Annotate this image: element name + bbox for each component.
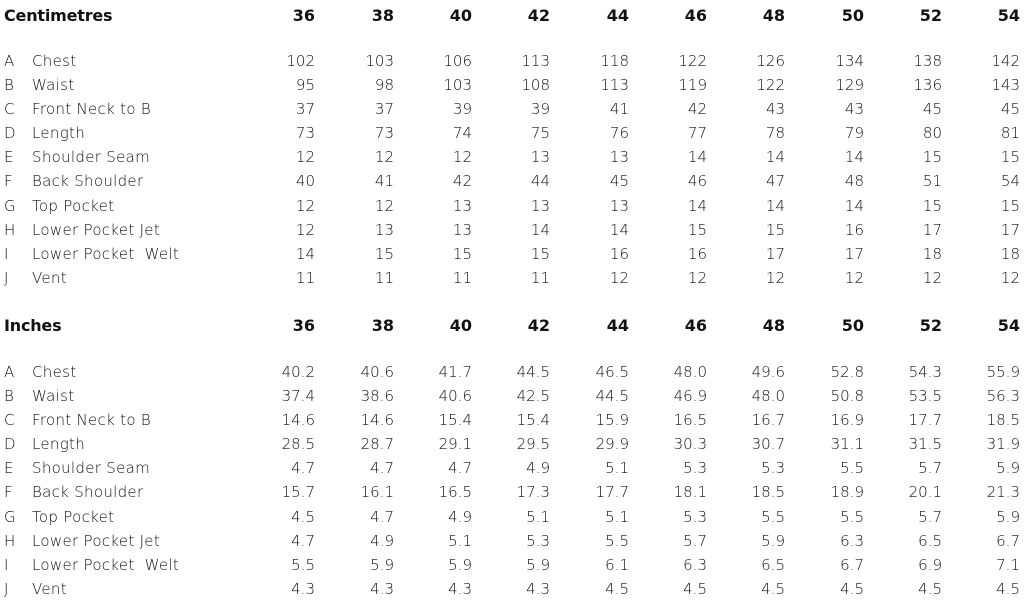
- table-cell: 29.9: [595, 435, 629, 454]
- table-cell: 134: [835, 52, 864, 70]
- row-label: Length: [32, 435, 86, 454]
- table-cell: 56.3: [986, 387, 1020, 406]
- table-cell: 11: [452, 268, 472, 287]
- table-cell: 13: [609, 196, 629, 215]
- size-header: 40: [449, 6, 472, 25]
- table-cell: 4.5: [683, 579, 707, 598]
- table-cell: 122: [678, 52, 707, 70]
- table-cell: 113: [600, 76, 629, 95]
- table-row: [0, 49, 1024, 73]
- row-letter: B: [4, 76, 14, 95]
- table-cell: 39: [452, 100, 472, 119]
- table-cell: 15: [765, 220, 785, 239]
- table-cell: 15: [922, 148, 942, 167]
- row-letter: D: [4, 124, 16, 143]
- table-cell: 14: [687, 196, 707, 215]
- row-label: Back Shoulder: [32, 483, 144, 502]
- table-cell: 50.8: [830, 387, 864, 406]
- row-letter: H: [4, 531, 16, 550]
- table-cell: 5.1: [448, 531, 472, 550]
- row-letter: G: [4, 507, 16, 526]
- table-cell: 45: [609, 172, 629, 191]
- table-cell: 11: [374, 268, 394, 287]
- table-cell: 80: [922, 124, 942, 143]
- table-cell: 48.0: [751, 387, 785, 406]
- size-header: 44: [606, 316, 629, 335]
- size-header: 50: [841, 316, 864, 335]
- table-cell: 37: [295, 100, 315, 119]
- table-cell: 6.7: [840, 555, 864, 574]
- table-cell: 98: [374, 76, 394, 95]
- table-cell: 122: [756, 76, 785, 95]
- table-cell: 14: [609, 220, 629, 239]
- table-cell: 103: [365, 52, 394, 70]
- table-cell: 15: [922, 196, 942, 215]
- table-row: [0, 456, 1024, 480]
- table-cell: 73: [374, 124, 394, 143]
- table-cell: 16.1: [360, 483, 394, 502]
- table-cell: 13: [609, 148, 629, 167]
- size-header: 46: [684, 316, 707, 335]
- table-cell: 15: [374, 244, 394, 263]
- table-cell: 11: [295, 268, 315, 287]
- size-header: 40: [449, 316, 472, 335]
- table-cell: 13: [530, 148, 550, 167]
- row-label: Top Pocket: [32, 196, 115, 215]
- table-cell: 17.7: [908, 411, 942, 430]
- table-cell: 16.7: [751, 411, 785, 430]
- table-cell: 43: [844, 100, 864, 119]
- table-cell: 40.2: [281, 363, 315, 381]
- table-cell: 14: [530, 220, 550, 239]
- table-cell: 12: [295, 196, 315, 215]
- table-cell: 5.1: [526, 507, 550, 526]
- table-cell: 4.5: [605, 579, 629, 598]
- table-cell: 29.5: [516, 435, 550, 454]
- table-cell: 18: [922, 244, 942, 263]
- table-cell: 46.9: [673, 387, 707, 406]
- row-label: Back Shoulder: [32, 172, 144, 191]
- table-cell: 12: [765, 268, 785, 287]
- table-cell: 4.5: [918, 579, 942, 598]
- table-cell: 4.5: [840, 579, 864, 598]
- table-cell: 5.3: [761, 459, 785, 478]
- table-cell: 13: [452, 220, 472, 239]
- centimetres-header-row: [0, 4, 1024, 28]
- row-letter: E: [4, 148, 14, 167]
- size-header: 38: [371, 316, 394, 335]
- table-cell: 12: [609, 268, 629, 287]
- table-row: [0, 553, 1024, 577]
- table-row: [0, 73, 1024, 97]
- table-cell: 6.3: [840, 531, 864, 550]
- size-header: 48: [762, 6, 785, 25]
- table-cell: 102: [286, 52, 315, 70]
- table-cell: 42: [687, 100, 707, 119]
- size-header: 44: [606, 6, 629, 25]
- table-cell: 6.5: [918, 531, 942, 550]
- table-cell: 15: [530, 244, 550, 263]
- table-cell: 55.9: [986, 363, 1020, 381]
- table-cell: 46.5: [595, 363, 629, 381]
- table-cell: 6.7: [996, 531, 1020, 550]
- row-letter: I: [4, 555, 9, 574]
- table-cell: 77: [687, 124, 707, 143]
- table-cell: 6.9: [918, 555, 942, 574]
- table-cell: 81: [1000, 124, 1020, 143]
- row-label: Lower Pocket Jet: [32, 531, 161, 550]
- row-label: Lower Pocket Jet: [32, 220, 161, 239]
- table-cell: 15: [687, 220, 707, 239]
- table-cell: 5.9: [448, 555, 472, 574]
- table-cell: 18.9: [830, 483, 864, 502]
- table-cell: 5.5: [605, 531, 629, 550]
- table-cell: 143: [991, 76, 1020, 95]
- table-cell: 118: [600, 52, 629, 70]
- row-letter: G: [4, 196, 16, 215]
- table-cell: 5.3: [683, 507, 707, 526]
- table-cell: 30.3: [673, 435, 707, 454]
- table-cell: 29.1: [438, 435, 472, 454]
- row-label: Top Pocket: [32, 507, 115, 526]
- row-letter: C: [4, 100, 15, 119]
- table-cell: 5.9: [526, 555, 550, 574]
- size-header: 54: [997, 6, 1020, 25]
- table-row: [0, 505, 1024, 529]
- row-letter: D: [4, 435, 16, 454]
- table-cell: 37: [374, 100, 394, 119]
- table-cell: 45: [922, 100, 942, 119]
- table-cell: 14: [687, 148, 707, 167]
- inches-header-row: [0, 314, 1024, 338]
- table-cell: 4.3: [370, 579, 394, 598]
- table-cell: 43: [765, 100, 785, 119]
- table-cell: 14: [844, 196, 864, 215]
- inches-title: Inches: [4, 316, 62, 335]
- size-header: 54: [997, 316, 1020, 335]
- table-cell: 15: [1000, 196, 1020, 215]
- table-cell: 5.9: [761, 531, 785, 550]
- table-cell: 78: [765, 124, 785, 143]
- table-cell: 14.6: [281, 411, 315, 430]
- table-cell: 28.5: [281, 435, 315, 454]
- table-cell: 103: [443, 76, 472, 95]
- table-cell: 49.6: [751, 363, 785, 381]
- table-cell: 31.1: [830, 435, 864, 454]
- table-row: [0, 408, 1024, 432]
- size-header: 36: [292, 316, 315, 335]
- table-cell: 42.5: [516, 387, 550, 406]
- row-label: Chest: [32, 52, 77, 70]
- centimetres-title: Centimetres: [4, 6, 113, 25]
- table-cell: 79: [844, 124, 864, 143]
- table-row: [0, 384, 1024, 408]
- table-cell: 4.5: [291, 507, 315, 526]
- table-cell: 5.7: [918, 507, 942, 526]
- table-cell: 16: [687, 244, 707, 263]
- table-cell: 17: [844, 244, 864, 263]
- row-letter: J: [4, 268, 9, 287]
- row-label: Vent: [32, 268, 67, 287]
- table-cell: 38.6: [360, 387, 394, 406]
- table-cell: 12: [295, 148, 315, 167]
- table-cell: 15.4: [516, 411, 550, 430]
- table-cell: 12: [295, 220, 315, 239]
- table-cell: 30.7: [751, 435, 785, 454]
- size-header: 38: [371, 6, 394, 25]
- row-letter: A: [4, 363, 15, 381]
- table-cell: 17: [1000, 220, 1020, 239]
- table-cell: 142: [991, 52, 1020, 70]
- table-cell: 126: [756, 52, 785, 70]
- table-cell: 17.7: [595, 483, 629, 502]
- table-cell: 4.9: [370, 531, 394, 550]
- table-cell: 5.7: [918, 459, 942, 478]
- table-cell: 16.9: [830, 411, 864, 430]
- table-cell: 17.3: [516, 483, 550, 502]
- table-row: [0, 97, 1024, 121]
- row-label: Length: [32, 124, 86, 143]
- table-cell: 51: [922, 172, 942, 191]
- table-cell: 37.4: [281, 387, 315, 406]
- table-cell: 16.5: [673, 411, 707, 430]
- table-cell: 106: [443, 52, 472, 70]
- table-cell: 108: [521, 76, 550, 95]
- table-cell: 52.8: [830, 363, 864, 381]
- table-cell: 4.3: [526, 579, 550, 598]
- table-cell: 13: [452, 196, 472, 215]
- table-cell: 138: [913, 52, 942, 70]
- table-cell: 4.7: [448, 459, 472, 478]
- table-cell: 31.5: [908, 435, 942, 454]
- size-header: 46: [684, 6, 707, 25]
- table-cell: 95: [295, 76, 315, 95]
- table-cell: 39: [530, 100, 550, 119]
- table-cell: 41: [609, 100, 629, 119]
- table-cell: 15.4: [438, 411, 472, 430]
- table-cell: 4.5: [996, 579, 1020, 598]
- table-cell: 7.1: [996, 555, 1020, 574]
- row-letter: E: [4, 459, 14, 478]
- table-cell: 13: [530, 196, 550, 215]
- inches-table: [0, 360, 1024, 601]
- table-row: [0, 432, 1024, 456]
- row-letter: F: [4, 483, 13, 502]
- table-cell: 54: [1000, 172, 1020, 191]
- table-cell: 5.1: [605, 507, 629, 526]
- table-cell: 12: [1000, 268, 1020, 287]
- table-cell: 129: [835, 76, 864, 95]
- table-cell: 15.9: [595, 411, 629, 430]
- size-header: 42: [527, 6, 550, 25]
- table-cell: 45: [1000, 100, 1020, 119]
- table-cell: 53.5: [908, 387, 942, 406]
- table-cell: 14: [295, 244, 315, 263]
- table-cell: 136: [913, 76, 942, 95]
- table-cell: 14.6: [360, 411, 394, 430]
- table-cell: 5.7: [683, 531, 707, 550]
- table-cell: 21.3: [986, 483, 1020, 502]
- table-cell: 44: [530, 172, 550, 191]
- table-cell: 113: [521, 52, 550, 70]
- table-cell: 5.9: [996, 507, 1020, 526]
- row-label: Front Neck to B: [32, 100, 152, 119]
- table-cell: 75: [530, 124, 550, 143]
- size-header: 52: [919, 6, 942, 25]
- table-cell: 12: [687, 268, 707, 287]
- table-cell: 4.7: [370, 459, 394, 478]
- table-cell: 18: [1000, 244, 1020, 263]
- table-cell: 47: [765, 172, 785, 191]
- table-cell: 28.7: [360, 435, 394, 454]
- table-cell: 15.7: [281, 483, 315, 502]
- size-header: 36: [292, 6, 315, 25]
- table-cell: 11: [530, 268, 550, 287]
- table-cell: 4.9: [448, 507, 472, 526]
- table-cell: 16: [844, 220, 864, 239]
- table-cell: 5.5: [840, 459, 864, 478]
- table-row: [0, 577, 1024, 601]
- table-cell: 44.5: [595, 387, 629, 406]
- table-cell: 44.5: [516, 363, 550, 381]
- table-cell: 48: [844, 172, 864, 191]
- table-cell: 5.1: [605, 459, 629, 478]
- table-cell: 14: [844, 148, 864, 167]
- table-cell: 42: [452, 172, 472, 191]
- table-cell: 16.5: [438, 483, 472, 502]
- row-label: Front Neck to B: [32, 411, 152, 430]
- row-letter: J: [4, 579, 9, 598]
- row-letter: A: [4, 52, 15, 70]
- row-label: Chest: [32, 363, 77, 381]
- table-cell: 12: [374, 196, 394, 215]
- table-row: [0, 266, 1024, 290]
- row-letter: B: [4, 387, 14, 406]
- row-letter: F: [4, 172, 13, 191]
- row-label: Vent: [32, 579, 67, 598]
- table-cell: 119: [678, 76, 707, 95]
- table-cell: 41.7: [438, 363, 472, 381]
- table-cell: 12: [452, 148, 472, 167]
- table-cell: 40: [295, 172, 315, 191]
- table-cell: 4.3: [448, 579, 472, 598]
- row-letter: I: [4, 244, 9, 263]
- table-row: [0, 194, 1024, 218]
- row-label: Lower Pocket Welt: [32, 555, 180, 574]
- table-cell: 5.5: [761, 507, 785, 526]
- table-row: [0, 529, 1024, 553]
- size-header: 52: [919, 316, 942, 335]
- table-cell: 12: [922, 268, 942, 287]
- table-cell: 6.1: [605, 555, 629, 574]
- table-cell: 6.5: [761, 555, 785, 574]
- table-cell: 12: [844, 268, 864, 287]
- row-label: Waist: [32, 76, 75, 95]
- size-header: 48: [762, 316, 785, 335]
- table-cell: 12: [374, 148, 394, 167]
- table-cell: 4.5: [761, 579, 785, 598]
- centimetres-table: [0, 49, 1024, 290]
- size-header: 42: [527, 316, 550, 335]
- table-cell: 40.6: [438, 387, 472, 406]
- table-cell: 4.7: [291, 459, 315, 478]
- table-cell: 5.3: [526, 531, 550, 550]
- table-cell: 54.3: [908, 363, 942, 381]
- table-cell: 15: [1000, 148, 1020, 167]
- table-row: [0, 218, 1024, 242]
- table-cell: 31.9: [986, 435, 1020, 454]
- table-row: [0, 169, 1024, 193]
- table-cell: 15: [452, 244, 472, 263]
- table-cell: 5.5: [291, 555, 315, 574]
- table-cell: 4.3: [291, 579, 315, 598]
- table-cell: 14: [765, 196, 785, 215]
- table-cell: 14: [765, 148, 785, 167]
- row-letter: H: [4, 220, 16, 239]
- table-cell: 20.1: [908, 483, 942, 502]
- table-row: [0, 242, 1024, 266]
- table-cell: 6.3: [683, 555, 707, 574]
- table-cell: 5.9: [370, 555, 394, 574]
- table-row: [0, 121, 1024, 145]
- table-cell: 5.5: [840, 507, 864, 526]
- table-cell: 16: [609, 244, 629, 263]
- size-header: 50: [841, 6, 864, 25]
- table-cell: 48.0: [673, 363, 707, 381]
- row-letter: C: [4, 411, 15, 430]
- table-cell: 74: [452, 124, 472, 143]
- row-label: Lower Pocket Welt: [32, 244, 180, 263]
- table-cell: 5.9: [996, 459, 1020, 478]
- table-cell: 4.7: [291, 531, 315, 550]
- table-cell: 17: [922, 220, 942, 239]
- table-cell: 18.1: [673, 483, 707, 502]
- table-cell: 17: [765, 244, 785, 263]
- table-cell: 46: [687, 172, 707, 191]
- table-cell: 76: [609, 124, 629, 143]
- table-cell: 13: [374, 220, 394, 239]
- row-label: Waist: [32, 387, 75, 406]
- table-cell: 41: [374, 172, 394, 191]
- row-label: Shoulder Seam: [32, 148, 151, 167]
- table-cell: 40.6: [360, 363, 394, 381]
- table-cell: 4.7: [370, 507, 394, 526]
- table-cell: 18.5: [751, 483, 785, 502]
- row-label: Shoulder Seam: [32, 459, 151, 478]
- table-row: [0, 145, 1024, 169]
- table-cell: 18.5: [986, 411, 1020, 430]
- table-row: [0, 480, 1024, 504]
- table-cell: 73: [295, 124, 315, 143]
- table-cell: 5.3: [683, 459, 707, 478]
- table-cell: 4.9: [526, 459, 550, 478]
- table-row: [0, 360, 1024, 384]
